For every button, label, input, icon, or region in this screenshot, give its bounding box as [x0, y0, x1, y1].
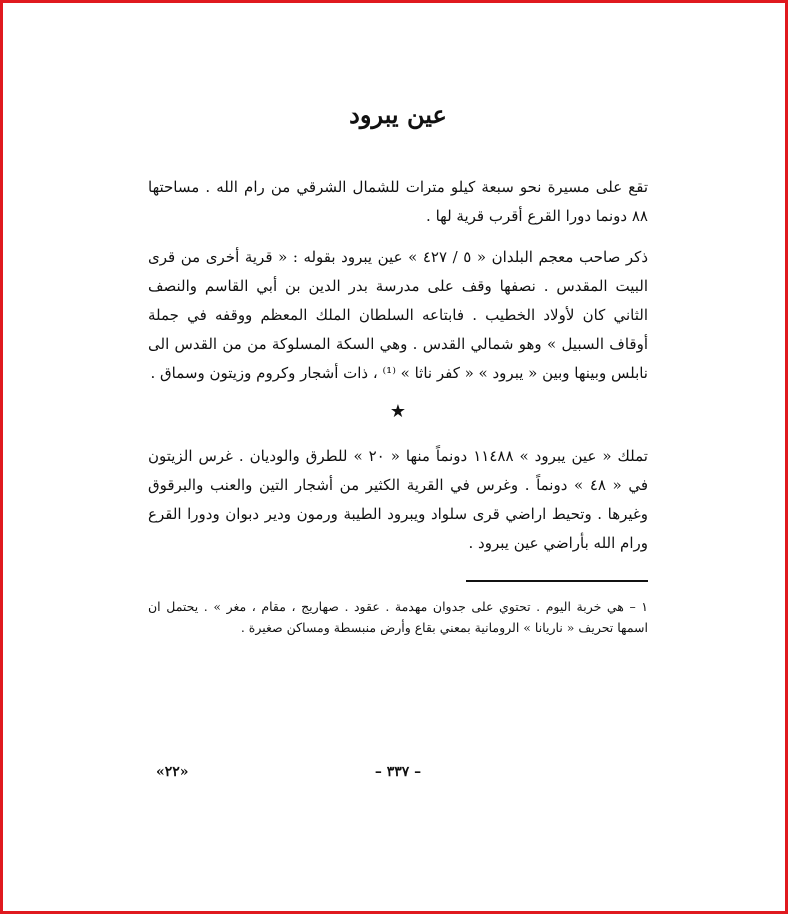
paragraph-location: تقع على مسيرة نحو سبعة كيلو مترات للشمال الشرقي من رام الله . مساحتها ٨٨ دونما دورا القرع أقرب قرية لها .: [148, 178, 648, 225]
footnote-rule: [466, 580, 648, 582]
sheet-number: «٢٢»: [156, 764, 189, 780]
footnote: ١ – هي خربة اليوم . تحتوي على جدوان مهدمة . عقود . صهاريج ، مقام ، مغر » . يحتمل ان اسمها تحريف « ناريانا » الرومانية بمعني بقاع وأرض منبسطة ومساكن صغيرة .: [148, 599, 648, 635]
star-separator: ★: [389, 401, 407, 422]
paragraph-land: تملك « عين يبرود » ١١٤٨٨ دونماً منها « ٢٠ » للطرق والوديان . غرس الزيتون في « ٤٨ » دونماً . وغرس في القرية الكثير من أشجار التين والعنب والبرقوق وغيرها . وتحيط اراضي قرى سلواد ويبرود الطيبة ورمون ودير دبوان ودورا القرع ورام الله بأراضي عين يبرود .: [148, 447, 649, 552]
page-number: – ٣٣٧ –: [374, 764, 422, 780]
document-page: [148, 100, 648, 651]
page-title: عين يبرود: [349, 100, 447, 129]
paragraph-history: ذكر صاحب معجم البلدان « ٥ / ٤٢٧ » عين يبرود بقوله : « قرية أخرى من قرى البيت المقدس . نصفها وقف على مدرسة بدر الدين بن أبي القاسم والنصف الثاني كان لأولاد الخطيب . فابتاعه السلطان الملك المعظم ووقفه في جملة أوقاف السبيل » وهو شمالي القدس . وهي السكة المسلوكة من من القدس الى نابلس وبينها وبين « يبرود » « كفر ناثا » ⁽¹⁾ ، ذات أشجار وكروم وزيتون وسماق .: [148, 248, 648, 382]
